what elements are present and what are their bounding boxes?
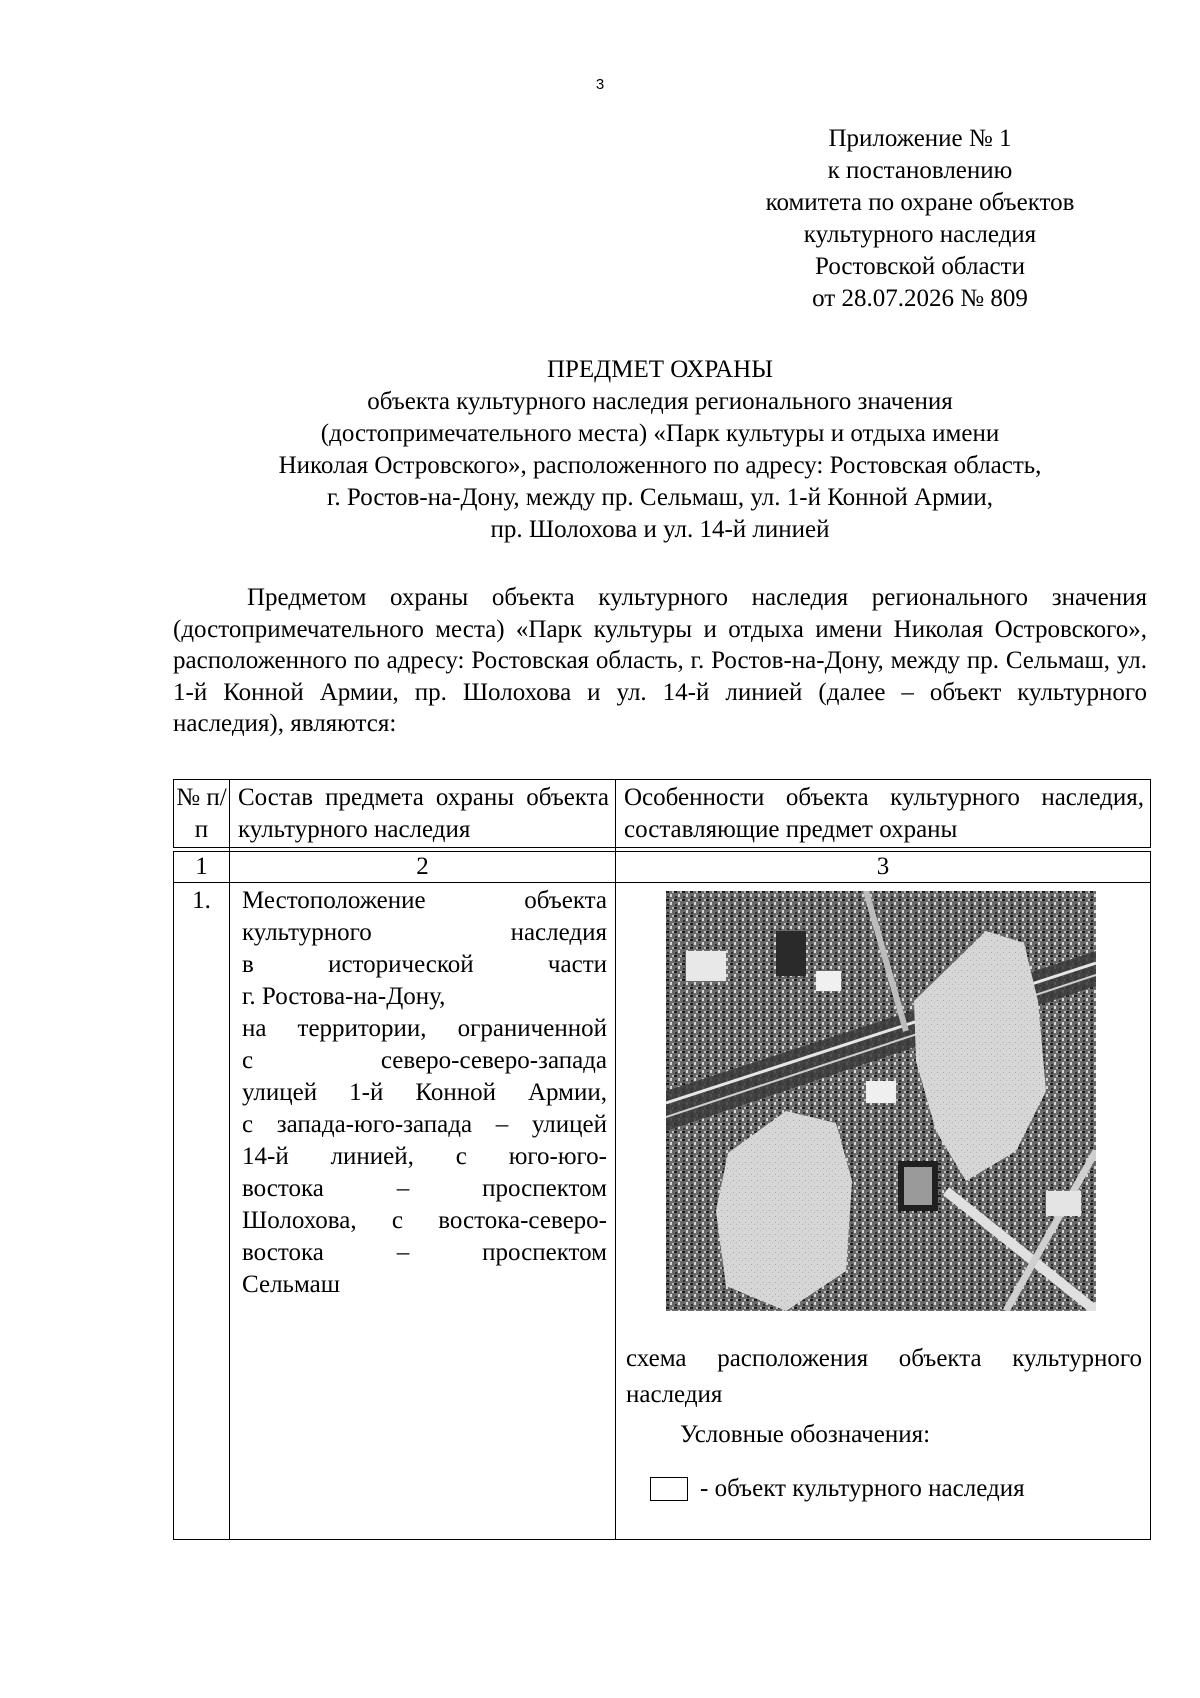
- approval-stamp: [730, 123, 1110, 315]
- legend-item: [626, 1475, 1142, 1503]
- header-features: Особенности объекта культурного наследия, составляющие предмет охраны: [616, 780, 1151, 848]
- composition-line: востока – проспектом: [242, 1239, 607, 1266]
- approval-line: Ростовской области: [815, 253, 1025, 280]
- composition-line: в исторической части: [242, 951, 607, 978]
- protection-table: [173, 779, 1151, 1540]
- column-number: 1: [174, 852, 230, 883]
- composition-line: востока – проспектом: [242, 1175, 607, 1202]
- title-line: пр. Шолохова и ул. 14-й линией: [490, 516, 830, 543]
- composition-line: с запада-юго-запада – улицей: [242, 1111, 607, 1138]
- intro-paragraph: Предметом охраны объекта культурного наследия регионального значения (достопримечательного места) «Парк культуры и отдыха имени Николая Островского», расположенного по адресу: Ростовская область, г. Ростов-на-Дону, между пр. Сельмаш, ул. 1-й Конной Армии, пр. Шолохова и ул. 14-й линией (далее – объект культурного наследия), являются:: [173, 584, 1147, 737]
- composition-line: улицей 1-й Конной Армии,: [242, 1079, 607, 1106]
- composition-line: г. Ростова-на-Дону,: [242, 983, 446, 1010]
- composition-line: 14-й линией, с юго-юго-: [242, 1143, 607, 1170]
- composition-line: с северо-северо-запада: [242, 1047, 607, 1074]
- table-header-row: [174, 780, 1151, 848]
- legend-label: - объект культурного наследия: [700, 1475, 1025, 1502]
- title-line: г. Ростов-на-Дону, между пр. Сельмаш, ул. 1-й Конной Армии,: [326, 484, 994, 511]
- approval-line: Приложение № 1: [828, 125, 1012, 152]
- composition-line: на территории, ограниченной: [242, 1015, 607, 1042]
- approval-line: культурного наследия: [803, 221, 1037, 248]
- aerial-map-svg: [666, 891, 1096, 1311]
- column-number-row: [174, 852, 1151, 883]
- map-caption: схема расположения объекта культурного наследия: [626, 1345, 1142, 1408]
- legend-swatch: [650, 1477, 688, 1501]
- approval-line: к постановлению: [827, 157, 1013, 184]
- composition-line: культурного наследия: [242, 919, 607, 946]
- approval-line: комитета по охране объектов: [765, 189, 1075, 216]
- document-title: [170, 354, 1150, 546]
- column-number: 3: [616, 852, 1151, 883]
- column-number: 2: [230, 852, 616, 883]
- approval-line: от 28.07.2026 № 809: [812, 285, 1028, 312]
- composition-cell: [230, 883, 616, 1540]
- title-line: объекта культурного наследия регионального значения: [367, 388, 953, 415]
- row-number: 1.: [174, 883, 230, 1540]
- composition-line: Шолохова, с востока-северо-: [242, 1207, 607, 1234]
- composition-line: Местоположение объекта: [242, 887, 607, 914]
- features-cell: [616, 883, 1151, 1540]
- header-composition: Состав предмета охраны объекта культурного наследия: [230, 780, 616, 848]
- header-num: № п/п: [174, 780, 230, 848]
- title-heading: ПРЕДМЕТ ОХРАНЫ: [546, 356, 774, 383]
- legend-title: Условные обозначения:: [680, 1421, 931, 1448]
- title-line: (достопримечательного места) «Парк культуры и отдыха имени: [320, 420, 1000, 447]
- aerial-map-image: [666, 891, 1096, 1311]
- composition-line: Сельмаш: [242, 1271, 340, 1298]
- page-number: 3: [595, 76, 605, 93]
- title-line: Николая Островского», расположенного по адресу: Ростовская область,: [278, 452, 1042, 479]
- table-row: [174, 883, 1151, 1540]
